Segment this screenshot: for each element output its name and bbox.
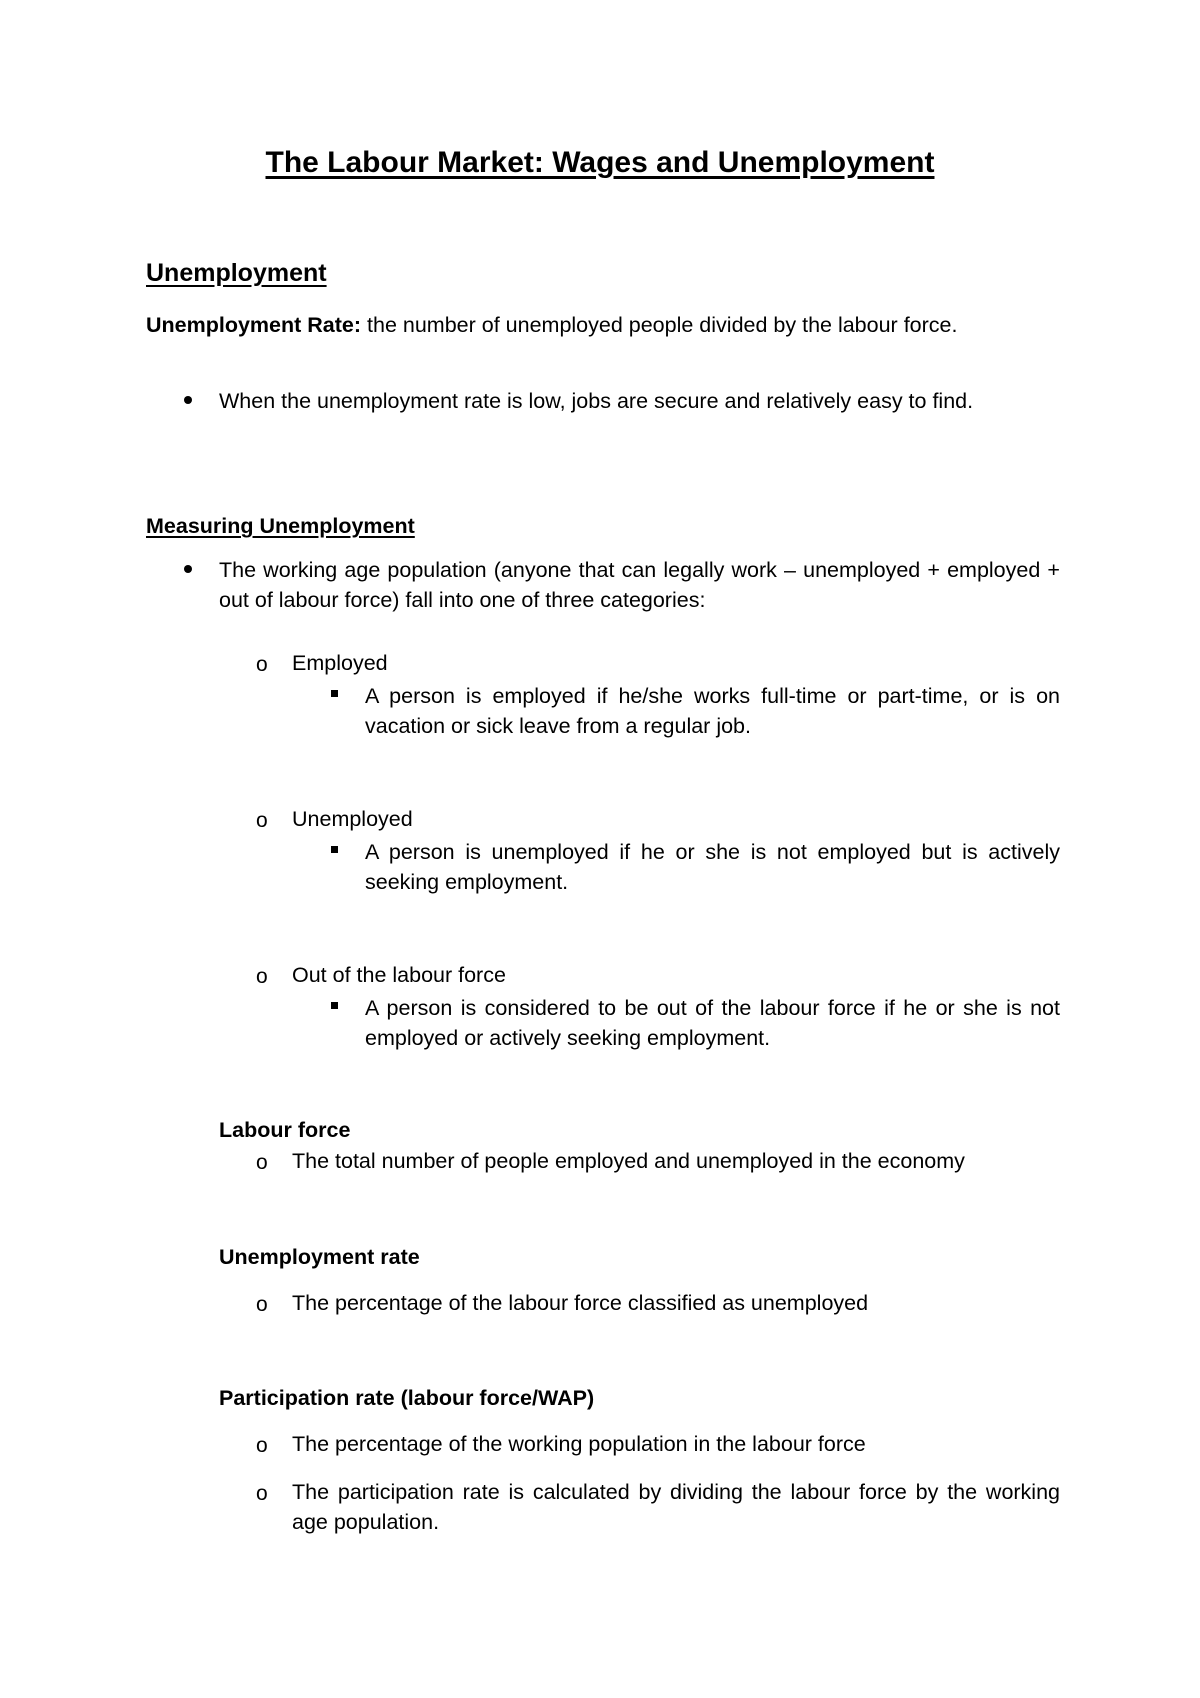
definition-text: the number of unemployed people divided by the labour force. — [361, 313, 958, 337]
square-bullet-icon — [331, 1002, 338, 1009]
circle-bullet-icon: o — [256, 1151, 268, 1174]
definition-term: Unemployment Rate: — [146, 313, 362, 337]
section-heading-unemployment: Unemployment — [146, 259, 327, 287]
circle-bullet-icon: o — [256, 1482, 268, 1505]
labour-force-definition: The total number of people employed and unemployed in the economy — [292, 1149, 965, 1173]
section-heading-measuring-unemployment: Measuring Unemployment — [146, 514, 415, 538]
document-title: The Labour Market: Wages and Unemployment — [265, 146, 935, 179]
category-detail-unemployed: A person is unemployed if he or she is not employed but is actively seeking employment. — [365, 840, 1060, 894]
category-label-unemployed: Unemployed — [292, 807, 413, 831]
circle-bullet-icon: o — [256, 1434, 268, 1457]
unemployment-rate-definition-item: The percentage of the labour force classified as unemployed — [292, 1291, 869, 1315]
bullet-icon — [184, 565, 192, 573]
unemployment-rate-definition — [146, 310, 1060, 340]
unemployment-bullet-1: When the unemployment rate is low, jobs are secure and relatively easy to find. — [219, 389, 974, 413]
square-bullet-icon — [331, 690, 338, 697]
subheading-participation-rate: Participation rate (labour force/WAP) — [219, 1386, 595, 1410]
circle-bullet-icon: o — [256, 1293, 268, 1316]
participation-rate-item-1: The percentage of the working population in the labour force — [292, 1432, 866, 1456]
subheading-labour-force: Labour force — [219, 1118, 351, 1142]
participation-rate-item-2: The participation rate is calculated by dividing the labour force by the working age population. — [292, 1480, 1060, 1534]
category-detail-employed: A person is employed if he/she works full-time or part-time, or is on vacation or sick leave from a regular job. — [365, 684, 1060, 738]
circle-bullet-icon: o — [256, 965, 268, 988]
category-detail-out-of-labour-force: A person is considered to be out of the labour force if he or she is not employed or actively seeking employment. — [365, 996, 1060, 1050]
category-label-employed: Employed — [292, 651, 388, 675]
category-label-out-of-labour-force: Out of the labour force — [292, 963, 506, 987]
subheading-unemployment-rate: Unemployment rate — [219, 1245, 420, 1269]
square-bullet-icon — [331, 846, 338, 853]
circle-bullet-icon: o — [256, 653, 268, 676]
bullet-icon — [184, 396, 192, 404]
circle-bullet-icon: o — [256, 809, 268, 832]
measuring-bullet-intro: The working age population (anyone that can legally work – unemployed + employed + out of labour force) fall into one of three categories: — [219, 558, 1060, 612]
